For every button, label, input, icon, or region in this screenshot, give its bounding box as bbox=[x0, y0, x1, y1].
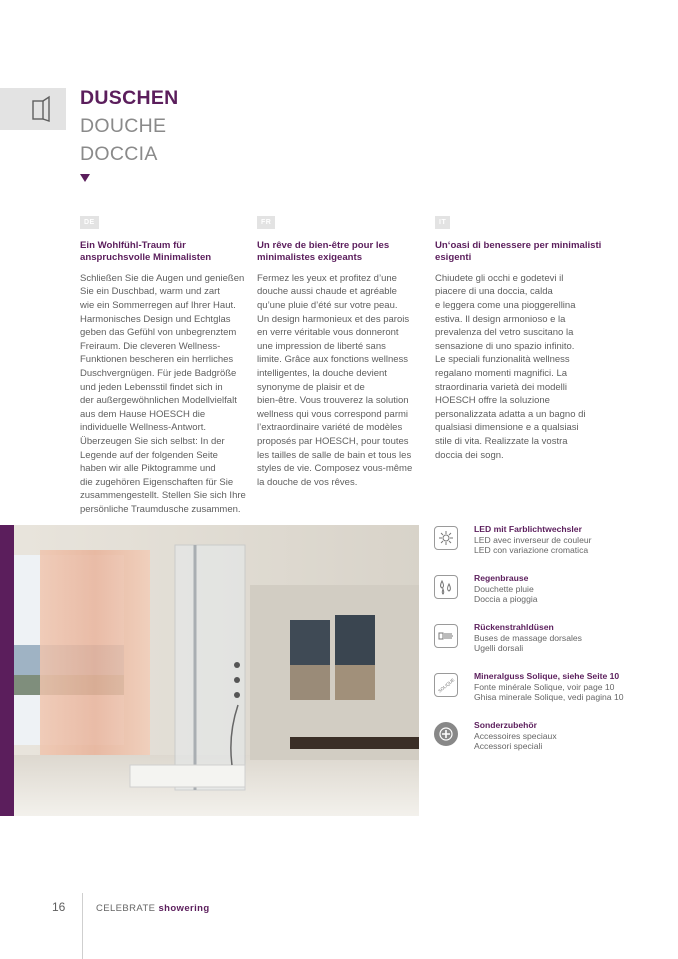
lang-badge: FR bbox=[257, 216, 275, 229]
rain-shower-icon bbox=[434, 575, 458, 599]
title-it: DOCCIA bbox=[80, 143, 158, 165]
column-it bbox=[435, 211, 605, 462]
lang-badge: IT bbox=[435, 216, 450, 229]
title-fr: DOUCHE bbox=[80, 115, 167, 137]
column-body: Schließen Sie die Augen und genießen Sie ein Duschbad, warm und zart wie ein Sommerregen auf Ihrer Haut. Harmonisches Design und Echtglas geben das Gefühl von unbegrenztem Freiraum. Die cleveren Wellness- Funktionen bescheren ein herrliches Duschvergnügen. Für jede Badgröße und jeden Lebensstil findet sich in der außergewöhnlichen Modellvielfalt aus dem Hause HOESCH die individuelle Wellness-Antwort. Überzeugen Sie sich selbst: In der Legende auf der folgenden Seite haben wir alle Piktogramme und die zugehören Eigenschaften für Sie zusammengestellt. Stellen Sie sich Ihre persönliche Traumdusche zusammen. bbox=[80, 272, 246, 515]
led-light-icon bbox=[434, 526, 458, 550]
solique-icon bbox=[434, 673, 458, 697]
legend-item: Sonderzubehör Accessoires speciaux Accessori speciali bbox=[434, 717, 664, 766]
column-fr bbox=[257, 211, 427, 489]
down-arrow-icon bbox=[80, 174, 90, 182]
section-icon-tab bbox=[0, 88, 66, 130]
title-de: DUSCHEN bbox=[80, 87, 179, 109]
column-de bbox=[80, 211, 250, 517]
column-heading: Un rêve de bien-être pour les minimalistes exigeants bbox=[257, 240, 390, 264]
legend-item: Rückenstrahldüsen Buses de massage dorsales Ugelli dorsali bbox=[434, 619, 664, 668]
column-heading: Ein Wohlfühl-Traum für anspruchsvolle Minimalisten bbox=[80, 240, 212, 264]
legend-item: Regenbrause Douchette pluie Doccia a pioggia bbox=[434, 570, 664, 619]
page-title bbox=[80, 84, 179, 168]
svg-text:SOLIQUE: SOLIQUE bbox=[437, 677, 456, 694]
legend bbox=[434, 521, 664, 766]
lang-badge: DE bbox=[80, 216, 99, 229]
legend-item: LED mit Farblichtwechsler LED avec inverseur de couleur LED con variazione cromatica bbox=[434, 521, 664, 570]
plus-icon bbox=[434, 722, 458, 746]
shower-door-icon bbox=[30, 95, 52, 123]
legend-item: SOLIQUE Mineralguss Solique, siehe Seite 10 Fonte minérale Solique, voir page 10 Ghisa minerale Solique, vedi pagina 10 bbox=[434, 668, 664, 717]
footer-divider bbox=[82, 893, 83, 959]
shower-photo bbox=[0, 525, 419, 816]
column-heading: Un‘oasi di benessere per minimalisti esigenti bbox=[435, 240, 602, 264]
column-body: Fermez les yeux et profitez d’une douche aussi chaude et agréable qu’une pluie d’été sur votre peau. Un design harmonieux et des parois en verre véritable vous donneront une impression de liberté sans limite. Grâce aux fonctions wellness intelligentes, la douche devient synonyme de plaisir et de bien-être. Vous trouverez la solution wellness qui vous correspond parmi l’extraordinaire variété de modèles proposés par HOESCH, pour toutes les tailles de salle de bain et tous les styles de vie. Composez vous-même la douche de vos rêves. bbox=[257, 272, 413, 488]
page-number: 16 bbox=[52, 900, 66, 914]
back-jets-icon bbox=[434, 624, 458, 648]
accent-bar bbox=[0, 525, 14, 816]
column-body: Chiudete gli occhi e godetevi il piacere di una doccia, calda e leggera come una pioggerellina estiva. Il design armonioso e la prevalenza del vetro suscitano la sensazione di uno spazio infinito. Le speciali funzionalità wellness regalano momenti magnifici. La straordinaria varietà dei modelli HOESCH offre la soluzione personalizzata adatta a un bagno di qualsiasi dimensione e a qualsiasi stile di vita. Realizzate la vostra doccia dei sogn. bbox=[435, 272, 586, 461]
footer-brand: CELEBRATE showering bbox=[96, 903, 210, 914]
